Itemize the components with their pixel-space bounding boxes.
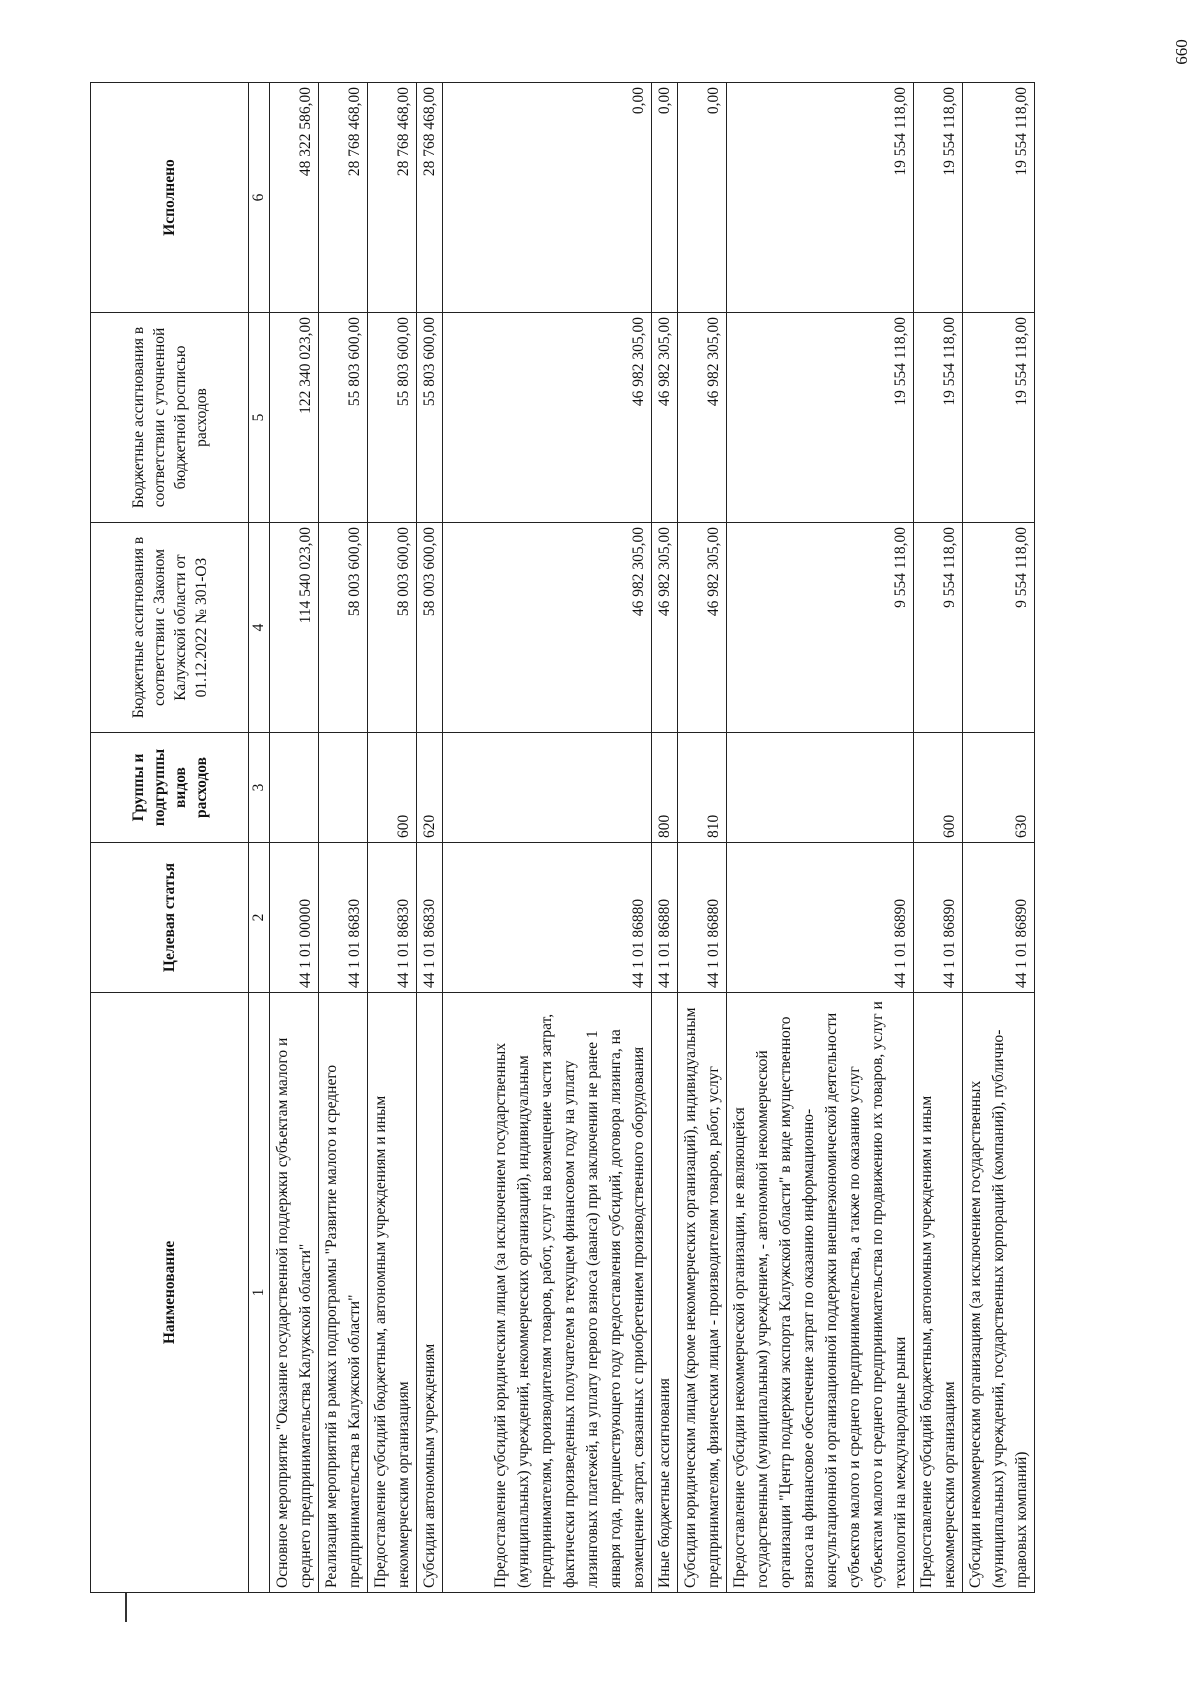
row-expense-group: 600 bbox=[914, 733, 963, 843]
row-expense-group: 630 bbox=[963, 733, 1035, 843]
header-name: Наименование bbox=[91, 993, 249, 1593]
row-target-article: 44 1 01 86880 bbox=[652, 843, 678, 993]
header-refined-allocations: Бюджетные ассигнования в соответствии с уточненной бюджетной росписью расходов bbox=[91, 313, 249, 523]
row-law-amount: 46 982 305,00 bbox=[652, 523, 678, 733]
table-row bbox=[678, 83, 727, 1593]
row-expense-group bbox=[319, 733, 368, 843]
header-expense-groups: Группы и подгруппы видов расходов bbox=[91, 733, 249, 843]
row-refined-amount: 19 554 118,00 bbox=[963, 313, 1035, 523]
row-name: Субсидии автономным учреждениям bbox=[417, 993, 443, 1593]
table-row bbox=[319, 83, 368, 1593]
row-refined-amount: 46 982 305,00 bbox=[678, 313, 727, 523]
row-target-article: 44 1 01 86890 bbox=[727, 843, 914, 993]
row-refined-amount: 19 554 118,00 bbox=[914, 313, 963, 523]
row-executed-amount: 0,00 bbox=[678, 83, 727, 313]
table-row bbox=[727, 83, 914, 1593]
row-name: Предоставление субсидий бюджетным, автономным учреждениям и иным некоммерческим организациям bbox=[914, 993, 963, 1593]
row-law-amount: 58 003 600,00 bbox=[319, 523, 368, 733]
column-number: 1 bbox=[249, 993, 270, 1593]
row-executed-amount: 28 768 468,00 bbox=[319, 83, 368, 313]
row-law-amount: 9 554 118,00 bbox=[963, 523, 1035, 733]
row-target-article: 44 1 01 86880 bbox=[443, 843, 652, 993]
table-row bbox=[270, 83, 319, 1593]
table-row bbox=[914, 83, 963, 1593]
column-number: 6 bbox=[249, 83, 270, 313]
row-executed-amount: 19 554 118,00 bbox=[727, 83, 914, 313]
row-refined-amount: 55 803 600,00 bbox=[319, 313, 368, 523]
row-target-article: 44 1 01 86830 bbox=[319, 843, 368, 993]
row-executed-amount: 48 322 586,00 bbox=[270, 83, 319, 313]
row-name: Предоставление субсидий бюджетным, автономным учреждениям и иным некоммерческим организациям bbox=[368, 993, 417, 1593]
row-executed-amount: 28 768 468,00 bbox=[417, 83, 443, 313]
row-law-amount: 46 982 305,00 bbox=[678, 523, 727, 733]
header-law-allocations: Бюджетные ассигнования в соответствии с Законом Калужской области от 01.12.2022 № 301-ОЗ bbox=[91, 523, 249, 733]
row-law-amount: 9 554 118,00 bbox=[727, 523, 914, 733]
row-law-amount: 9 554 118,00 bbox=[914, 523, 963, 733]
table-row bbox=[417, 83, 443, 1593]
row-target-article: 44 1 01 86890 bbox=[963, 843, 1035, 993]
column-number: 3 bbox=[249, 733, 270, 843]
row-refined-amount: 46 982 305,00 bbox=[443, 313, 652, 523]
rotated-page bbox=[90, 83, 1140, 1593]
row-executed-amount: 0,00 bbox=[652, 83, 678, 313]
row-refined-amount: 122 340 023,00 bbox=[270, 313, 319, 523]
row-expense-group: 620 bbox=[417, 733, 443, 843]
row-target-article: 44 1 01 00000 bbox=[270, 843, 319, 993]
row-law-amount: 58 003 600,00 bbox=[368, 523, 417, 733]
row-expense-group bbox=[443, 733, 652, 843]
table-header-row bbox=[91, 83, 249, 1593]
row-executed-amount: 28 768 468,00 bbox=[368, 83, 417, 313]
header-executed: Исполнено bbox=[91, 83, 249, 313]
row-expense-group: 600 bbox=[368, 733, 417, 843]
column-number: 4 bbox=[249, 523, 270, 733]
row-refined-amount: 19 554 118,00 bbox=[727, 313, 914, 523]
row-expense-group: 810 bbox=[678, 733, 727, 843]
row-executed-amount: 19 554 118,00 bbox=[963, 83, 1035, 313]
row-name: Основное мероприятие "Оказание государственной поддержки субъектам малого и среднего предпринимательства Калужской области" bbox=[270, 993, 319, 1593]
budget-table bbox=[90, 82, 1035, 1593]
row-law-amount: 46 982 305,00 bbox=[443, 523, 652, 733]
column-number: 5 bbox=[249, 313, 270, 523]
table-row bbox=[963, 83, 1035, 1593]
row-name: Реализация мероприятий в рамках подпрограммы "Развитие малого и среднего предпринимательства в Калужской области" bbox=[319, 993, 368, 1593]
table-row bbox=[368, 83, 417, 1593]
row-refined-amount: 55 803 600,00 bbox=[417, 313, 443, 523]
table-row bbox=[652, 83, 678, 1593]
row-expense-group bbox=[727, 733, 914, 843]
row-expense-group bbox=[270, 733, 319, 843]
row-law-amount: 58 003 600,00 bbox=[417, 523, 443, 733]
page-corner-mark bbox=[125, 1592, 127, 1622]
row-name: Иные бюджетные ассигнования bbox=[652, 993, 678, 1593]
page-number: 660 bbox=[1172, 39, 1191, 65]
row-target-article: 44 1 01 86890 bbox=[914, 843, 963, 993]
column-number: 2 bbox=[249, 843, 270, 993]
row-executed-amount: 0,00 bbox=[443, 83, 652, 313]
row-name: Предоставление субсидий юридическим лицам (за исключением государственных (муниципальных) учреждений, некоммерческих организаций), индивидуальным предпринимателям, производителям товаров, работ, услуг на возмещение части затрат, фактически произведенных получателем в текущем финансовом году на уплату лизинговых платежей, на уплату первого взноса (аванса) при заключении не ранее 1 января года, предшествующего году предоставления субсидий, договора лизинга, на возмещение затрат, связанных с приобретением производственного оборудования bbox=[443, 993, 652, 1593]
row-law-amount: 114 540 023,00 bbox=[270, 523, 319, 733]
header-target-article: Целевая статья bbox=[91, 843, 249, 993]
row-name: Предоставление субсидии некоммерческой организации, не являющейся государственным (муниципальным) учреждением, - автономной некоммерческой организации "Центр поддержки экспорта Калужской области" в виде имущественного взноса на финансовое обеспечение затрат по оказанию информационно-консультационной и организационной поддержки внешнеэкономической деятельности субъектов малого и среднего предпринимательства, а также по оказанию услуг субъектам малого и среднего предпринимательства по продвижению их товаров, услуг и технологий на международные рынки bbox=[727, 993, 914, 1593]
column-number-row bbox=[249, 83, 270, 1593]
row-refined-amount: 55 803 600,00 bbox=[368, 313, 417, 523]
row-expense-group: 800 bbox=[652, 733, 678, 843]
row-target-article: 44 1 01 86830 bbox=[368, 843, 417, 993]
row-executed-amount: 19 554 118,00 bbox=[914, 83, 963, 313]
row-target-article: 44 1 01 86880 bbox=[678, 843, 727, 993]
row-name: Субсидии юридическим лицам (кроме некоммерческих организаций), индивидуальным предпринимателям, физическим лицам - производителям товаров, работ, услуг bbox=[678, 993, 727, 1593]
row-refined-amount: 46 982 305,00 bbox=[652, 313, 678, 523]
row-target-article: 44 1 01 86830 bbox=[417, 843, 443, 993]
table-row bbox=[443, 83, 652, 1593]
row-name: Субсидии некоммерческим организациям (за исключением государственных (муниципальных) учреждений, государственных корпораций (компаний), публично-правовых компаний) bbox=[963, 993, 1035, 1593]
